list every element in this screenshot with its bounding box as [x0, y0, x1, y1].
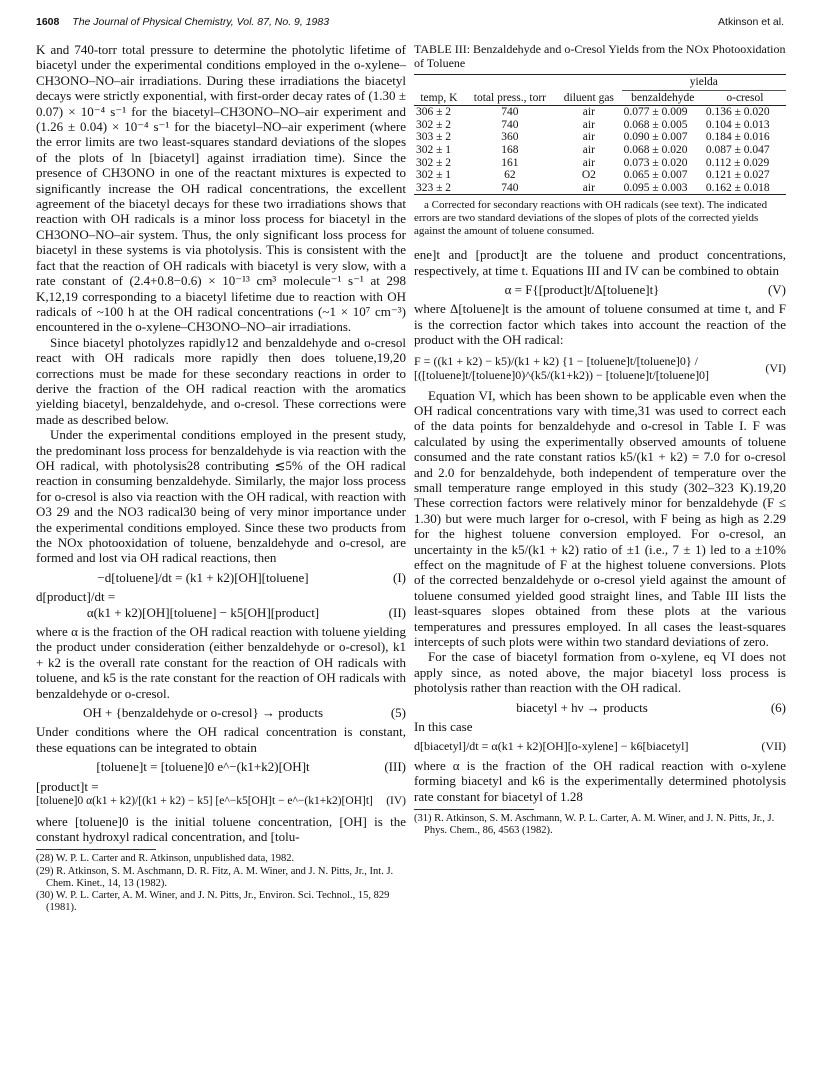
- header-benzaldehyde: benzaldehyde: [631, 91, 695, 104]
- footnote: (30) W. P. L. Carter, A. M. Winer, and J. N. Pitts, Jr., Environ. Sci. Technol., 15, 829 (1981).: [36, 889, 390, 914]
- table-cell: 360: [501, 131, 519, 144]
- equation-number: (II): [388, 604, 406, 620]
- table-cell: 0.090 ± 0.007: [623, 131, 688, 144]
- equation-expression: OH + {benzaldehyde or o-cresol} → products: [82, 705, 324, 721]
- header-o-cresol: o-cresol: [726, 91, 764, 104]
- table-cell: air: [582, 156, 595, 169]
- table-cell: 0.077 ± 0.009: [623, 106, 688, 119]
- header-yield: yielda: [622, 75, 786, 91]
- table-cell: 740: [501, 118, 519, 131]
- equation-expression: [toluene]0 α(k1 + k2)/[(k1 + k2) − k5] [e^−k5[OH]t − e^−(k1+k2)[OH]t]: [36, 795, 373, 808]
- paragraph: where Δ[toluene]t is the amount of toluene consumed at time t, and F is the correction factor which takes into account the reaction of the product with the OH radical:: [414, 301, 786, 348]
- equation-expression: biacetyl + hν → products: [516, 699, 648, 715]
- equation-number: (6): [770, 699, 786, 715]
- table-cell: air: [582, 131, 595, 144]
- footnotes: [414, 813, 786, 837]
- table-cell: 161: [501, 156, 519, 169]
- table-cell: 302 ± 1: [416, 143, 452, 156]
- table-cell: 740: [501, 181, 519, 194]
- paragraph: where α is the fraction of the OH radical reaction with toluene yielding the product under consideration (either benzaldehyde or o-cresol), k1 + k2 is the overall rate constant for the reaction of OH radicals with toluene, and k5 is the rate constant for the reaction of OH radicals with benzaldehyde or o-cresol.: [36, 624, 406, 701]
- paragraph: For the case of biacetyl formation from o-xylene, eq VI does not apply since, as noted above, the major biacetyl loss process is photolysis rather than reaction with the OH radical.: [414, 649, 786, 696]
- page-number: 1608: [36, 16, 60, 28]
- table-row: [414, 157, 786, 170]
- equation-expression: α = F{[product]t/Δ[toluene]t}: [504, 281, 660, 297]
- footnote-rule: [414, 809, 534, 810]
- footnote: (28) W. P. L. Carter and R. Atkinson, unpublished data, 1982.: [36, 853, 295, 865]
- table-row: [414, 119, 786, 132]
- table-cell: 302 ± 1: [416, 169, 452, 182]
- table-cell: 0.136 ± 0.020: [705, 106, 770, 119]
- equation-number: (VII): [761, 738, 786, 753]
- paragraph: Since biacetyl photolyzes rapidly12 and benzaldehyde and o-cresol react with OH radicals more rapidly then does toluene,19,20 corrections must be made for these secondary reactions in order to derive the fraction of the OH radical reaction with the aromatics yielding biacetyl, benzaldehyde, and o-cresol. These corrections were made as described below.: [36, 334, 406, 427]
- equation-number: (5): [390, 705, 406, 721]
- equation-number: (V): [767, 281, 786, 297]
- equation-III: [36, 759, 406, 774]
- table-cell: 0.068 ± 0.020: [623, 143, 688, 156]
- equation-6: [414, 700, 786, 715]
- left-column: [36, 42, 406, 914]
- footnotes: [36, 853, 406, 914]
- table-cell: 740: [501, 106, 519, 119]
- equation-VII: [414, 739, 786, 754]
- table-cell: 306 ± 2: [416, 106, 452, 119]
- running-authors: Atkinson et al.: [718, 16, 784, 28]
- paragraph: In this case: [414, 719, 473, 735]
- header-diluent: diluent gas: [563, 91, 614, 104]
- table-row: [414, 169, 786, 182]
- table-cell: 0.068 ± 0.005: [623, 118, 688, 131]
- equation-expression: d[product]/dt =: [36, 589, 116, 605]
- equation-expression: d[biacetyl]/dt = α(k1 + k2)[OH][o-xylene] − k6[biacetyl]: [414, 738, 689, 753]
- table-footnote: a Corrected for secondary reactions with OH radicals (see text). The indicated errors are two standard deviations of the slopes of plots of the corrected yields against the amount of toluene consumed.: [414, 199, 768, 237]
- paragraph: where [toluene]0 is the initial toluene concentration, [OH] is the constant hydroxyl radical concentration, and [tolu-: [36, 813, 406, 844]
- table-cell: 302 ± 2: [416, 118, 452, 131]
- table-cell: air: [582, 118, 595, 131]
- table-cell: 0.065 ± 0.007: [623, 169, 688, 182]
- equation-I: [36, 570, 406, 585]
- table-cell: 303 ± 2: [416, 131, 452, 144]
- table-row: [414, 106, 786, 119]
- equation-number: (VI): [765, 360, 786, 375]
- table-row: [414, 182, 786, 195]
- table-cell: 323 ± 2: [416, 181, 452, 194]
- table-cell: air: [582, 143, 595, 156]
- table-cell: 62: [504, 169, 516, 182]
- footnote: (29) R. Atkinson, S. M. Aschmann, D. R. Fitz, A. M. Winer, and J. N. Pitts, Jr., Int. J. Chem. Kinet., 14, 13 (1982).: [36, 865, 394, 889]
- footnote-rule: [36, 849, 156, 850]
- table-cell: 302 ± 2: [416, 156, 452, 169]
- equation-expression: [toluene]t = [toluene]0 e^−(k1+k2)[OH]t: [96, 759, 310, 775]
- equation-expression: −d[toluene]/dt = (k1 + k2)[OH][toluene]: [97, 569, 309, 585]
- header-temp: temp, K: [420, 91, 458, 104]
- table-row: [414, 131, 786, 144]
- equation-V: [414, 282, 786, 297]
- equation-VI: [414, 354, 786, 382]
- equation-number: (I): [393, 569, 406, 585]
- paragraph: Equation VI, which has been shown to be applicable even when the OH radical concentrations vary with time,31 was used to correct each of the data points for benzaldehyde and o-cresol in Table I. F was calculated by using the experimentally observed amounts of toluene consumed and the rate constant ratios k5/(k1 + k2) = 7.0 for o-cresol and 2.0 for benzaldehyde, both independent of temperature over the small temperature range employed in this study (302–323 K).19,20 These correction factors were relatively minor for benzaldehyde (F ≤ 1.30) but were much larger for o-cresol, with F being as high as 2.29 for the highest toluene conversion employed. For o-cresol, an uncertainty in the k5/(k1 + k2) ratio of ±1 (i.e., 7 ± 1) led to a ±10% effect on the magnitude of F at the highest toluene conversions. Plots of the corrected benzaldehyde or o-cresol yield against the amount of toluene consumed yielded good straight lines, and Table III lists the least-squares slopes obtained from these plots at the various temperatures and pressures employed. In all cases the least-squares intercepts of such plots were within two standard deviations of zero.: [414, 387, 786, 650]
- equation-number: (III): [384, 759, 406, 775]
- equation-expression: [product]t =: [36, 778, 99, 794]
- table-cell: air: [582, 106, 595, 119]
- equation-II: [36, 589, 406, 620]
- header-pressure: total press., torr: [473, 91, 546, 104]
- paragraph: ene]t and [product]t are the toluene and product concentrations, respectively, at time t. Equations III and IV can be combined to obtain: [414, 247, 786, 278]
- paragraph: Under the experimental conditions employed in the present study, the predominant loss process for benzaldehyde is via reaction with the OH radical, with photolysis28 contributing ≲5% of the OH radical reaction in consuming benzaldehyde. Similarly, the major loss process for o-cresol is also via reaction with the OH radical, with reaction with O3 29 and the NO3 radical30 being of very minor importance under the experimental conditions employed. Since these two products from the NOx photooxidation of toluene, benzaldehyde and o-cresol, are formed and lost via OH radical reactions, then: [36, 427, 406, 566]
- equation-5: [36, 705, 406, 720]
- table-cell: 0.121 ± 0.027: [705, 169, 770, 182]
- paragraph: where α is the fraction of the OH radical reaction with o-xylene forming biacetyl and k6 is the experimentally determined photolysis rate constant for biacetyl of 1.28: [414, 757, 786, 804]
- table-cell: 0.104 ± 0.013: [705, 118, 770, 131]
- table-cell: 0.112 ± 0.029: [705, 156, 770, 169]
- table-cell: O2: [581, 169, 596, 182]
- equation-IV: [36, 779, 406, 810]
- paragraph: K and 740-torr total pressure to determine the photolytic lifetime of biacetyl under the experimental conditions employed in the o-xylene–CH3ONO–NO–air irradiations. During these irradiations the biacetyl decays were strictly exponential, with first-order decay rates of (1.30 ± 0.07) × 10⁻⁴ s⁻¹ for the biacetyl–CH3ONO–NO–air experiment and (1.26 ± 0.04) × 10⁻⁴ s⁻¹ for the biacetyl–NO–air experiment (where the error limits are two least-squares standard deviations of the slopes of the plots of ln [biacetyl] against irradiation time). Since the presence of CH3ONO in one of the reactant mixtures is expected to significantly increase the OH radical concentrations, the excellent agreement of the biacetyl decays for these two irradiations shows that reaction with OH radicals is a minor loss process for biacetyl in the CH3ONO–NO–air system. Thus, the only significant loss process for biacetyl in these systems is via photolysis. This is consistent with the fact that the reaction of OH radicals with biacetyl is very slow, with a rate constant of (2.4+0.8−0.6) × 10⁻¹³ cm³ molecule⁻¹ s⁻¹ at 298 K,12,19 corresponding to a biacetyl lifetime due to reaction with OH radicals of ~100 h at the OH radical concentrations (~1 × 10⁷ cm⁻³) encountered in the o-xylene–CH3ONO–NO–air irradiations.: [36, 42, 406, 335]
- equation-expression: α(k1 + k2)[OH][toluene] − k5[OH][product]: [86, 604, 320, 620]
- paragraph: Under conditions where the OH radical concentration is constant, these equations can be integrated to obtain: [36, 724, 406, 755]
- table-cell: 0.087 ± 0.047: [705, 143, 770, 156]
- table-cell: air: [582, 181, 595, 194]
- table-caption: TABLE III: Benzaldehyde and o-Cresol Yields from the NOx Photooxidation of Toluene: [414, 42, 786, 70]
- table-cell: 0.162 ± 0.018: [705, 181, 770, 194]
- journal-title: The Journal of Physical Chemistry, Vol. 87, No. 9, 1983: [72, 16, 330, 28]
- table-cell: 168: [501, 143, 519, 156]
- table-row: [414, 144, 786, 157]
- running-header: [36, 16, 784, 32]
- equation-number: (IV): [386, 795, 406, 808]
- footnote: (31) R. Atkinson, S. M. Aschmann, W. P. L. Carter, A. M. Winer, and J. N. Pitts, Jr., J. Phys. Chem., 86, 4563 (1982).: [414, 813, 775, 837]
- table-cell: 0.095 ± 0.003: [623, 181, 688, 194]
- yield-table: [414, 74, 786, 195]
- equation-expression: F = ((k1 + k2) − k5)/(k1 + k2) {1 − [toluene]t/[toluene]0} / [([toluene]t/[toluene]0)^(k5/(k1+k2)) − [toluene]t/[toluene]0]: [414, 353, 710, 382]
- table-cell: 0.184 ± 0.016: [705, 131, 770, 144]
- table-cell: 0.073 ± 0.020: [623, 156, 688, 169]
- right-column: [414, 42, 786, 838]
